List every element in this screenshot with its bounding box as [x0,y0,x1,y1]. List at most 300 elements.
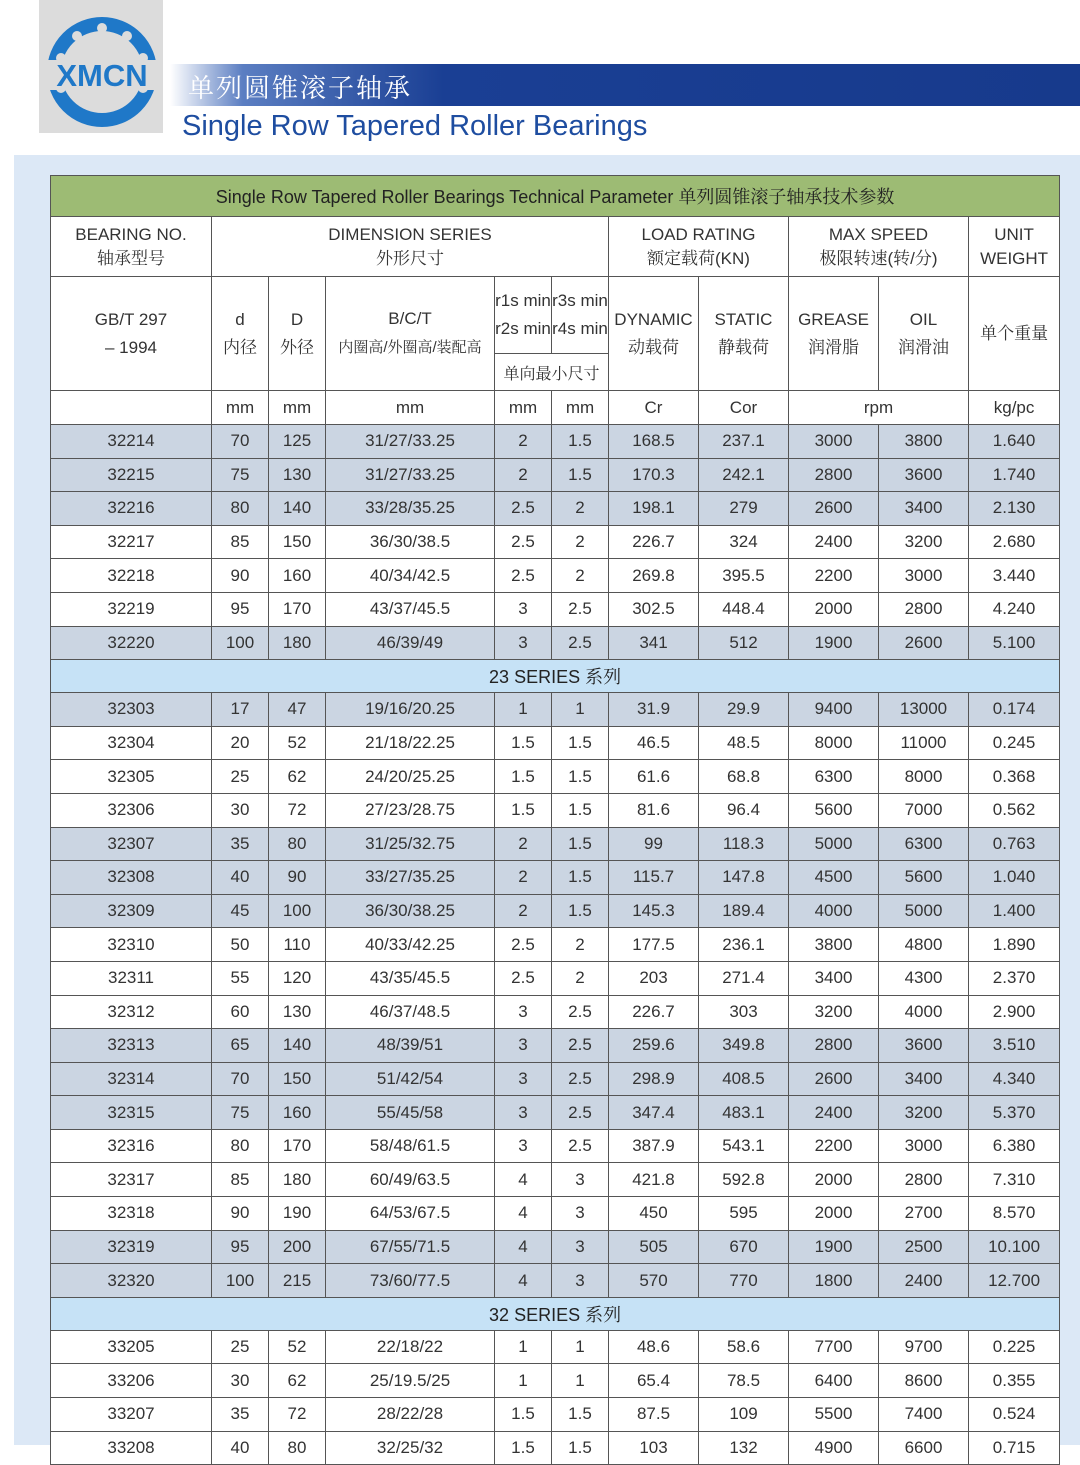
cell-r3s-r4s: 1.5 [552,793,609,827]
cell-unit-weight: 2.130 [969,492,1060,526]
cell-bct: 73/60/77.5 [326,1264,495,1298]
cell-inner-diameter: 100 [212,626,269,660]
cell-dynamic-load: 65.4 [609,1364,699,1398]
cell-oil-speed: 8000 [879,760,969,794]
cell-r1s-r2s: 3 [495,626,552,660]
cell-outer-diameter: 150 [269,525,326,559]
cell-unit-weight: 8.570 [969,1197,1060,1231]
table-row [51,793,1060,827]
cell-grease-speed: 2600 [789,492,879,526]
cell-unit-weight: 7.310 [969,1163,1060,1197]
unit-cor: Cor [699,391,789,425]
cell-r1s-r2s: 2 [495,827,552,861]
cell-static-load: 48.5 [699,726,789,760]
cell-outer-diameter: 62 [269,1364,326,1398]
table-row [51,693,1060,727]
cell-inner-diameter: 65 [212,1029,269,1063]
cell-bct: 33/28/35.25 [326,492,495,526]
table-row [51,1197,1060,1231]
cell-static-load: 512 [699,626,789,660]
cell-r1s-r2s: 1.5 [495,760,552,794]
cell-bct: 36/30/38.5 [326,525,495,559]
cell-static-load: 543.1 [699,1129,789,1163]
bearing-logo-icon [39,0,163,133]
cell-static-load: 29.9 [699,693,789,727]
cell-oil-speed: 3400 [879,1062,969,1096]
cell-bct: 64/53/67.5 [326,1197,495,1231]
cell-dynamic-load: 450 [609,1197,699,1231]
cell-dynamic-load: 46.5 [609,726,699,760]
cell-inner-diameter: 25 [212,1330,269,1364]
cell-grease-speed: 3400 [789,961,879,995]
cell-dynamic-load: 387.9 [609,1129,699,1163]
cell-grease-speed: 2800 [789,458,879,492]
cell-outer-diameter: 120 [269,961,326,995]
cell-r1s-r2s: 2 [495,458,552,492]
cell-oil-speed: 8600 [879,1364,969,1398]
cell-outer-diameter: 47 [269,693,326,727]
cell-bct: 43/35/45.5 [326,961,495,995]
cell-bct: 31/25/32.75 [326,827,495,861]
cell-unit-weight: 0.562 [969,793,1060,827]
unit-d: mm [212,391,269,425]
cell-dynamic-load: 505 [609,1230,699,1264]
cell-bct: 67/55/71.5 [326,1230,495,1264]
cell-r3s-r4s: 1.5 [552,1431,609,1465]
cell-oil-speed: 3000 [879,559,969,593]
cell-outer-diameter: 100 [269,894,326,928]
logo-text: XMCN [56,58,148,93]
table-row [51,760,1060,794]
cell-inner-diameter: 100 [212,1264,269,1298]
table-row [51,928,1060,962]
table-row [51,1264,1060,1298]
header-unit-weight: UNIT WEIGHT [969,217,1060,277]
cell-r3s-r4s: 1.5 [552,726,609,760]
cell-static-load: 448.4 [699,592,789,626]
cell-static-load: 236.1 [699,928,789,962]
cell-bct: 55/45/58 [326,1096,495,1130]
cell-r3s-r4s: 2 [552,492,609,526]
cell-r3s-r4s: 2 [552,961,609,995]
unit-rpm: rpm [789,391,969,425]
cell-oil-speed: 7400 [879,1398,969,1432]
cell-r3s-r4s: 2.5 [552,995,609,1029]
table-body [51,425,1060,1465]
cell-outer-diameter: 80 [269,1431,326,1465]
cell-grease-speed: 5000 [789,827,879,861]
cell-r1s-r2s: 2.5 [495,961,552,995]
table-row [51,1330,1060,1364]
cell-bct: 33/27/35.25 [326,861,495,895]
cell-r1s-r2s: 3 [495,1062,552,1096]
cell-outer-diameter: 72 [269,793,326,827]
cell-inner-diameter: 40 [212,1431,269,1465]
cell-unit-weight: 2.370 [969,961,1060,995]
header-bearing-no: BEARING NO. 轴承型号 [51,217,212,277]
unit-D: mm [269,391,326,425]
cell-bearing-no: 32312 [51,995,212,1029]
cell-r3s-r4s: 1.5 [552,1398,609,1432]
cell-unit-weight: 3.510 [969,1029,1060,1063]
table-row [51,592,1060,626]
cell-outer-diameter: 160 [269,1096,326,1130]
cell-inner-diameter: 95 [212,1230,269,1264]
cell-unit-weight: 1.740 [969,458,1060,492]
cell-inner-diameter: 35 [212,1398,269,1432]
cell-bct: 31/27/33.25 [326,458,495,492]
cell-inner-diameter: 60 [212,995,269,1029]
header-bct: B/C/T 内圈高/外圈高/装配高 [326,277,495,391]
cell-unit-weight: 1.640 [969,425,1060,459]
cell-oil-speed: 7000 [879,793,969,827]
cell-r1s-r2s: 2 [495,894,552,928]
cell-bearing-no: 32307 [51,827,212,861]
cell-static-load: 324 [699,525,789,559]
table-row [51,1364,1060,1398]
cell-r3s-r4s: 2.5 [552,1129,609,1163]
cell-inner-diameter: 80 [212,492,269,526]
cell-bct: 51/42/54 [326,1062,495,1096]
table-row [51,726,1060,760]
cell-static-load: 58.6 [699,1330,789,1364]
series-row [51,1297,1060,1330]
cell-unit-weight: 1.040 [969,861,1060,895]
cell-dynamic-load: 48.6 [609,1330,699,1364]
cell-r3s-r4s: 1 [552,1330,609,1364]
cell-dynamic-load: 302.5 [609,592,699,626]
cell-inner-diameter: 30 [212,1364,269,1398]
cell-bearing-no: 32311 [51,961,212,995]
cell-dynamic-load: 298.9 [609,1062,699,1096]
cell-bearing-no: 32318 [51,1197,212,1231]
cell-r1s-r2s: 3 [495,1096,552,1130]
cell-dynamic-load: 269.8 [609,559,699,593]
cell-static-load: 670 [699,1230,789,1264]
cell-oil-speed: 2600 [879,626,969,660]
cell-bearing-no: 32319 [51,1230,212,1264]
page-title-en: Single Row Tapered Roller Bearings [182,110,648,142]
cell-unit-weight: 4.340 [969,1062,1060,1096]
parameter-table [50,175,1060,1465]
cell-dynamic-load: 203 [609,961,699,995]
cell-unit-weight: 0.368 [969,760,1060,794]
cell-unit-weight: 1.890 [969,928,1060,962]
cell-grease-speed: 2000 [789,592,879,626]
cell-grease-speed: 3800 [789,928,879,962]
page-title-cn: 单列圆锥滚子轴承 [188,74,413,104]
cell-static-load: 349.8 [699,1029,789,1063]
table-row [51,1129,1060,1163]
cell-static-load: 118.3 [699,827,789,861]
table-row [51,961,1060,995]
cell-r3s-r4s: 2.5 [552,1029,609,1063]
cell-dynamic-load: 341 [609,626,699,660]
cell-grease-speed: 2400 [789,1096,879,1130]
cell-r3s-r4s: 1.5 [552,458,609,492]
cell-oil-speed: 2400 [879,1264,969,1298]
cell-outer-diameter: 90 [269,861,326,895]
cell-outer-diameter: 140 [269,492,326,526]
cell-static-load: 132 [699,1431,789,1465]
unit-bct: mm [326,391,495,425]
cell-bearing-no: 32220 [51,626,212,660]
cell-bearing-no: 33208 [51,1431,212,1465]
cell-static-load: 68.8 [699,760,789,794]
cell-static-load: 395.5 [699,559,789,593]
cell-oil-speed: 6300 [879,827,969,861]
cell-unit-weight: 0.225 [969,1330,1060,1364]
cell-r1s-r2s: 1.5 [495,726,552,760]
cell-r1s-r2s: 1 [495,1364,552,1398]
cell-bearing-no: 32305 [51,760,212,794]
cell-static-load: 271.4 [699,961,789,995]
cell-r3s-r4s: 1.5 [552,827,609,861]
cell-inner-diameter: 50 [212,928,269,962]
cell-r1s-r2s: 2 [495,425,552,459]
cell-grease-speed: 2000 [789,1163,879,1197]
table-row [51,425,1060,459]
cell-bearing-no: 32310 [51,928,212,962]
cell-bct: 48/39/51 [326,1029,495,1063]
header-r3s-r4s: r3s min r4s min [552,277,609,354]
cell-dynamic-load: 421.8 [609,1163,699,1197]
series-label: 23 SERIES 系列 [51,660,1060,693]
table-caption: Single Row Tapered Roller Bearings Technical Parameter 单列圆锥滚子轴承技术参数 [51,176,1060,217]
cell-r1s-r2s: 2.5 [495,492,552,526]
cell-oil-speed: 3800 [879,425,969,459]
cell-outer-diameter: 125 [269,425,326,459]
table-row [51,1230,1060,1264]
cell-oil-speed: 4300 [879,961,969,995]
cell-r1s-r2s: 4 [495,1197,552,1231]
cell-r3s-r4s: 2.5 [552,626,609,660]
cell-r1s-r2s: 4 [495,1163,552,1197]
header-D-outer: D 外径 [269,277,326,391]
cell-static-load: 237.1 [699,425,789,459]
unit-blank [51,391,212,425]
cell-r1s-r2s: 2 [495,861,552,895]
cell-oil-speed: 3600 [879,458,969,492]
cell-inner-diameter: 70 [212,425,269,459]
unit-r12: mm [495,391,552,425]
table-row [51,525,1060,559]
cell-bct: 46/39/49 [326,626,495,660]
cell-oil-speed: 4800 [879,928,969,962]
cell-outer-diameter: 72 [269,1398,326,1432]
cell-bearing-no: 32214 [51,425,212,459]
cell-inner-diameter: 70 [212,1062,269,1096]
cell-grease-speed: 7700 [789,1330,879,1364]
cell-bearing-no: 32215 [51,458,212,492]
cell-static-load: 189.4 [699,894,789,928]
cell-unit-weight: 0.245 [969,726,1060,760]
cell-dynamic-load: 226.7 [609,995,699,1029]
cell-unit-weight: 2.680 [969,525,1060,559]
cell-bearing-no: 32304 [51,726,212,760]
cell-oil-speed: 4000 [879,995,969,1029]
cell-bearing-no: 32313 [51,1029,212,1063]
cell-oil-speed: 9700 [879,1330,969,1364]
cell-grease-speed: 1800 [789,1264,879,1298]
cell-grease-speed: 6300 [789,760,879,794]
cell-bearing-no: 32217 [51,525,212,559]
cell-outer-diameter: 150 [269,1062,326,1096]
cell-bct: 32/25/32 [326,1431,495,1465]
cell-bearing-no: 33206 [51,1364,212,1398]
cell-outer-diameter: 215 [269,1264,326,1298]
cell-bct: 27/23/28.75 [326,793,495,827]
table-row [51,458,1060,492]
cell-dynamic-load: 177.5 [609,928,699,962]
cell-static-load: 279 [699,492,789,526]
cell-r1s-r2s: 2.5 [495,525,552,559]
cell-inner-diameter: 30 [212,793,269,827]
brand-logo [39,0,163,133]
cell-dynamic-load: 31.9 [609,693,699,727]
table-row [51,1163,1060,1197]
cell-bct: 36/30/38.25 [326,894,495,928]
table-row [51,995,1060,1029]
cell-static-load: 408.5 [699,1062,789,1096]
table-row [51,626,1060,660]
cell-outer-diameter: 140 [269,1029,326,1063]
cell-bearing-no: 32315 [51,1096,212,1130]
series-label: 32 SERIES 系列 [51,1297,1060,1330]
cell-dynamic-load: 81.6 [609,793,699,827]
cell-oil-speed: 3200 [879,525,969,559]
cell-oil-speed: 5600 [879,861,969,895]
series-row [51,660,1060,693]
cell-unit-weight: 3.440 [969,559,1060,593]
cell-r3s-r4s: 3 [552,1230,609,1264]
cell-inner-diameter: 55 [212,961,269,995]
table-row [51,559,1060,593]
cell-dynamic-load: 168.5 [609,425,699,459]
cell-inner-diameter: 40 [212,861,269,895]
cell-unit-weight: 10.100 [969,1230,1060,1264]
header-d: d 内径 [212,277,269,391]
cell-oil-speed: 13000 [879,693,969,727]
cell-unit-weight: 2.900 [969,995,1060,1029]
cell-r3s-r4s: 2 [552,928,609,962]
cell-oil-speed: 3600 [879,1029,969,1063]
table-row [51,1431,1060,1465]
table-row [51,827,1060,861]
cell-grease-speed: 4500 [789,861,879,895]
cell-oil-speed: 11000 [879,726,969,760]
cell-r3s-r4s: 1.5 [552,425,609,459]
cell-inner-diameter: 25 [212,760,269,794]
cell-bearing-no: 32308 [51,861,212,895]
cell-bearing-no: 32314 [51,1062,212,1096]
cell-oil-speed: 2800 [879,592,969,626]
cell-grease-speed: 2800 [789,1029,879,1063]
cell-inner-diameter: 85 [212,525,269,559]
table-row [51,894,1060,928]
cell-r3s-r4s: 3 [552,1197,609,1231]
cell-bct: 40/34/42.5 [326,559,495,593]
cell-static-load: 78.5 [699,1364,789,1398]
cell-grease-speed: 2400 [789,525,879,559]
cell-r3s-r4s: 2.5 [552,1096,609,1130]
cell-static-load: 147.8 [699,861,789,895]
cell-grease-speed: 2600 [789,1062,879,1096]
cell-dynamic-load: 198.1 [609,492,699,526]
cell-static-load: 109 [699,1398,789,1432]
cell-outer-diameter: 62 [269,760,326,794]
cell-r1s-r2s: 3 [495,1129,552,1163]
cell-grease-speed: 9400 [789,693,879,727]
cell-r1s-r2s: 3 [495,1029,552,1063]
cell-dynamic-load: 115.7 [609,861,699,895]
cell-r3s-r4s: 2 [552,525,609,559]
header-grease: GREASE 润滑脂 [789,277,879,391]
cell-inner-diameter: 90 [212,559,269,593]
cell-static-load: 595 [699,1197,789,1231]
cell-static-load: 770 [699,1264,789,1298]
cell-grease-speed: 4900 [789,1431,879,1465]
cell-bearing-no: 32309 [51,894,212,928]
header-standard: GB/T 297 – 1994 [51,277,212,391]
cell-inner-diameter: 20 [212,726,269,760]
cell-bearing-no: 32303 [51,693,212,727]
cell-r1s-r2s: 1 [495,693,552,727]
cell-r3s-r4s: 1.5 [552,760,609,794]
cell-oil-speed: 5000 [879,894,969,928]
cell-grease-speed: 2200 [789,559,879,593]
cell-bearing-no: 32320 [51,1264,212,1298]
cell-dynamic-load: 570 [609,1264,699,1298]
cell-bct: 46/37/48.5 [326,995,495,1029]
cell-r1s-r2s: 1.5 [495,793,552,827]
cell-grease-speed: 1900 [789,1230,879,1264]
cell-static-load: 592.8 [699,1163,789,1197]
header-r-cn: 单向最小尺寸 [495,354,609,391]
cell-r3s-r4s: 1 [552,1364,609,1398]
header-dimension-series: DIMENSION SERIES 外形尺寸 [212,217,609,277]
cell-grease-speed: 3200 [789,995,879,1029]
cell-inner-diameter: 75 [212,1096,269,1130]
cell-r3s-r4s: 1.5 [552,894,609,928]
cell-outer-diameter: 180 [269,626,326,660]
cell-bct: 31/27/33.25 [326,425,495,459]
cell-inner-diameter: 90 [212,1197,269,1231]
cell-dynamic-load: 226.7 [609,525,699,559]
cell-bearing-no: 32216 [51,492,212,526]
cell-bearing-no: 32218 [51,559,212,593]
cell-dynamic-load: 347.4 [609,1096,699,1130]
cell-bearing-no: 32306 [51,793,212,827]
cell-bearing-no: 32219 [51,592,212,626]
cell-r1s-r2s: 3 [495,592,552,626]
cell-grease-speed: 1900 [789,626,879,660]
cell-r1s-r2s: 1.5 [495,1398,552,1432]
cell-unit-weight: 4.240 [969,592,1060,626]
cell-grease-speed: 2200 [789,1129,879,1163]
header-static: STATIC 静载荷 [699,277,789,391]
cell-oil-speed: 3400 [879,492,969,526]
cell-grease-speed: 3000 [789,425,879,459]
cell-dynamic-load: 99 [609,827,699,861]
cell-dynamic-load: 103 [609,1431,699,1465]
cell-dynamic-load: 61.6 [609,760,699,794]
cell-dynamic-load: 145.3 [609,894,699,928]
cell-outer-diameter: 180 [269,1163,326,1197]
cell-inner-diameter: 17 [212,693,269,727]
cell-inner-diameter: 35 [212,827,269,861]
cell-grease-speed: 4000 [789,894,879,928]
